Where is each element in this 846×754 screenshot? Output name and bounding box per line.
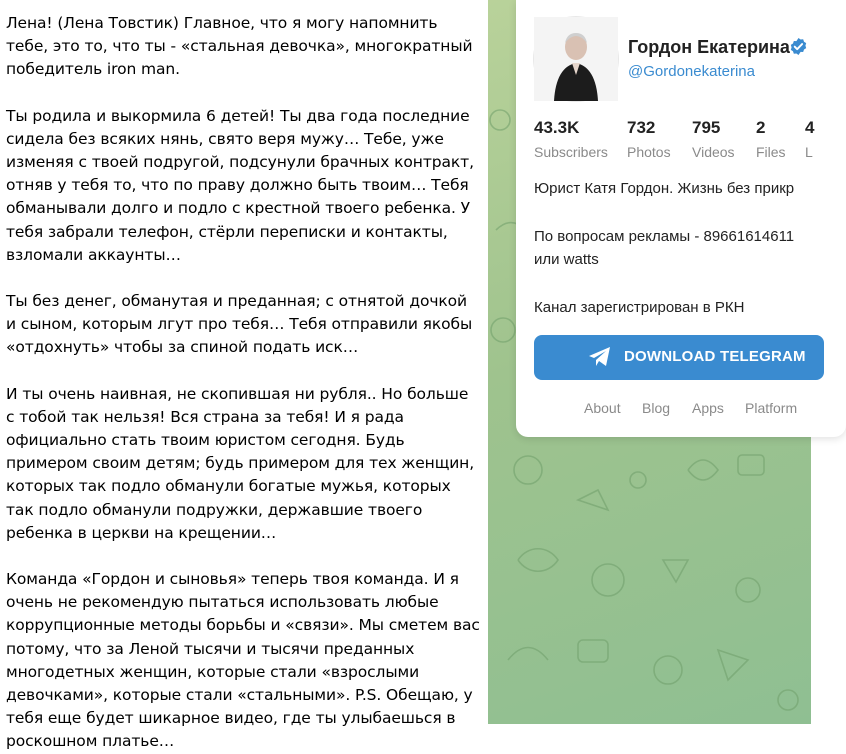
footer-link-blog[interactable]: Blog [642, 400, 671, 416]
ads-contact-line: или watts [534, 251, 599, 268]
footer-link-platform[interactable]: Platform [745, 400, 798, 416]
stat-label: Photos [627, 144, 671, 160]
post-paragraph: И ты очень наивная, не скопившая ни рубля.. Но больше с тобой так нельзя! Вся страна за тебя! И я рада официально стать твоим юристом сегодня. Будь примером своим детям; будь примером для тех женщин, которых так подло обманули богатые мужья, которых так подло обманули подружки, державшие твоего ребенка в церкви на крещении… [6, 384, 475, 542]
post-paragraph: Ты без денег, обманутая и преданная; с отнятой дочкой и сыном, которым лгут про тебя… Тебя отправили якобы «отдохнуть» чтобы за спиной подать иск… [6, 292, 473, 357]
stat-links[interactable] [805, 118, 814, 160]
verified-badge-icon [789, 37, 808, 56]
stat-label: Files [756, 144, 786, 160]
rkn-registration-note: Канал зарегистрирован в РКН [534, 299, 745, 316]
avatar-portrait [534, 17, 618, 101]
ads-contact-line: По вопросам рекламы - 89661614611 [534, 228, 795, 245]
channel-handle[interactable]: @Gordonekaterina [628, 63, 755, 80]
stat-value: 2 [756, 118, 766, 137]
download-telegram-button[interactable] [534, 335, 824, 380]
stat-videos[interactable] [692, 118, 735, 160]
stat-label: Videos [692, 144, 735, 160]
footer-link-about[interactable]: About [584, 400, 621, 416]
stat-label: Subscribers [534, 144, 608, 160]
post-paragraph: Команда «Гордон и сыновья» теперь твоя команда. И я очень не рекомендую пытаться использовать любые коррупционные методы борьбы и «связи». Мы сметем вас потому, что за Леной тысячи и тысячи преданных многодетных женщин, которые стали «взрослыми девочками», которые стали «стальными». P.S. Обещаю, у тебя еще будет шикарное видео, где ты улыбаешься в роскошном платье… [6, 570, 480, 751]
telegram-plane-icon [588, 346, 612, 368]
stat-photos[interactable] [627, 118, 671, 160]
post-paragraph: Ты родила и выкормила 6 детей! Ты два года последние сидела без всяких нянь, свято веря мужу… Тебе, уже изменяя с твоей подругой, подсунули брачных контракт, отняв у тебя то, что по праву должно быть твоим… Тебя обманывали долго и подло с крестной твоего ребенка. У тебя забрали телефон, стёрли переписки и контакты, взломали аккаунты… [6, 106, 474, 264]
footer-link-apps[interactable]: Apps [692, 400, 724, 416]
channel-avatar[interactable] [533, 16, 619, 102]
post-paragraph: Лена! (Лена Товстик) Главное, что я могу напомнить тебе, это то, что ты - «стальная девочка», многократный победитель iron man. [6, 14, 473, 79]
download-telegram-label: DOWNLOAD TELEGRAM [624, 348, 806, 365]
stat-subscribers [534, 118, 608, 160]
stat-files[interactable] [756, 118, 786, 160]
stat-value: 795 [692, 118, 721, 137]
channel-name: Гордон Екатерина [628, 37, 790, 57]
stat-value: 4 [805, 118, 815, 137]
channel-description: Юрист Катя Гордон. Жизнь без прикр [534, 180, 795, 197]
stat-value: 732 [627, 118, 656, 137]
stat-label: L [805, 144, 813, 160]
stat-value: 43.3K [534, 118, 580, 137]
